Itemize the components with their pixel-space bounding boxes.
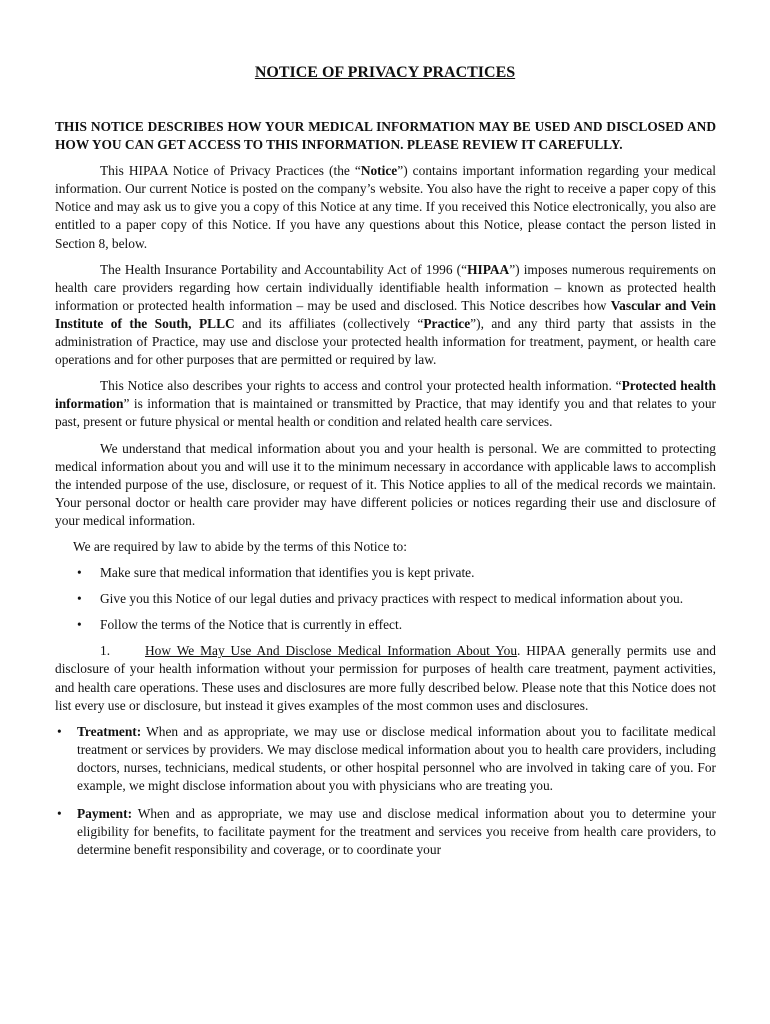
hipaa-paragraph: The Health Insurance Portability and Accountability Act of 1996 (“HIPAA”) imposes numerous requirements on health care providers regarding how certain individually identifiable health information – known as protected health information or protected health information – may be used and disclosed. This Notice describes how Vascular and Vein Institute of the South, PLLC and its affiliates (collectively “Practice”), and any third party that assists in the administration of Practice, may use and disclose your protected health information for treatment, payment, or health care operations and for other purposes that are permitted or required by law. bbox=[55, 261, 717, 368]
list-item: • Payment: When and as appropriate, we may use and disclose medical information about you to determine your eligibility for benefits, to facilitate payment for the treatment and services you receive from health care providers, to determine benefit responsibility and coverage, or to coordinate your bbox=[55, 805, 716, 859]
required-intro: We are required by law to abide by the terms of this Notice to: bbox=[73, 538, 407, 554]
commitment-paragraph: We understand that medical information about you and your health is personal. We are committed to protecting medical information about you and will use it to the minimum necessary in accordance with applicable laws to accomplish the intended purpose of the use, disclosure, or request of it. This Notice applies to all of the medical records we maintain. Your personal doctor or health care provider may have different policies or notices regarding their use and disclosure of your medical information. bbox=[55, 440, 716, 528]
intro-paragraph: This HIPAA Notice of Privacy Practices (the “Notice”) contains important information regarding your medical information. Our current Notice is posted on the company’s website. You also have the right to receive a paper copy of this Notice and may ask us to give you a copy of this Notice at any time. If you received this Notice electronically, you also are entitled to a paper copy of this Notice. If you have any questions about this Notice, please contact the person listed in Section 8, below. bbox=[55, 163, 716, 251]
page-title: NOTICE OF PRIVACY PRACTICES bbox=[254, 64, 516, 81]
list-item: • Follow the terms of the Notice that is currently in effect. bbox=[55, 616, 716, 634]
use-label: Payment: bbox=[77, 806, 133, 822]
list-item: • Treatment: When and as appropriate, we may use or disclose medical information about you to facilitate medical treatment or services by providers. We may disclose medical information about you to health care providers, including doctors, nurses, technicians, medical students, or other hospital personnel who are involved in taking care of you. For example, we might disclose information about you with physicians who are treating you. bbox=[55, 723, 716, 795]
section-number: 1. bbox=[100, 643, 111, 659]
duties-list bbox=[55, 564, 716, 634]
section-1: 1. How We May Use And Disclose Medical Information About You. HIPAA generally permits use and disclosure of your health information without your permission for purposes of health care treatment, payment activities, and health care operations. These uses and disclosures are more fully described below. Please note that this Notice does not list every use or disclosure, but instead it gives examples of the most common uses and disclosures. bbox=[55, 643, 717, 713]
section-heading: How We May Use And Disclose Medical Information About You bbox=[145, 643, 518, 659]
notice-lead: THIS NOTICE DESCRIBES HOW YOUR MEDICAL INFORMATION MAY BE USED AND DISCLOSED AND HOW YOU CAN GET ACCESS TO THIS INFORMATION. PLEASE REVIEW IT CAREFULLY. bbox=[55, 119, 716, 153]
practice-name: Vascular and Vein Institute of the South, PLLC bbox=[55, 297, 717, 331]
document-body bbox=[55, 118, 716, 869]
list-item: • Give you this Notice of our legal duties and privacy practices with respect to medical information about you. bbox=[55, 590, 716, 608]
rights-paragraph: This Notice also describes your rights to access and control your protected health information. “Protected health information” is information that is maintained or transmitted by Practice, that may identify you and that relates to your past, present or future physical or mental health or condition and related health care services. bbox=[55, 378, 716, 430]
use-label: Treatment: bbox=[77, 723, 142, 739]
list-item: • Make sure that medical information that identifies you is kept private. bbox=[55, 564, 716, 582]
uses-list bbox=[55, 723, 716, 860]
